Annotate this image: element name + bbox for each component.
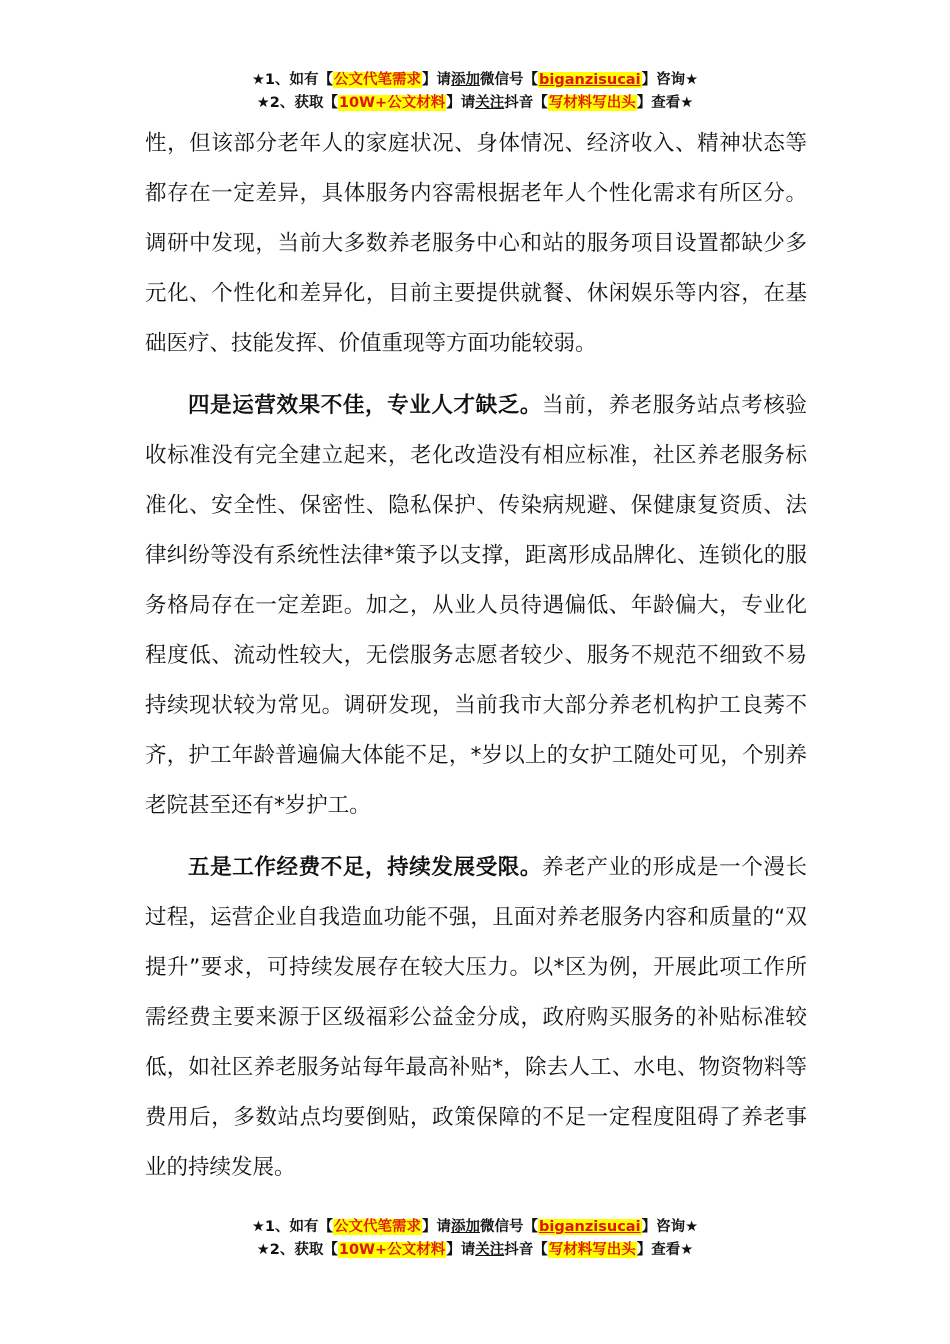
douyin-account: 写材料写出头	[548, 95, 636, 111]
banner-text: 】请	[422, 1219, 452, 1235]
banner-text: 】咨询★	[641, 1219, 699, 1235]
banner-text: ★1、如有【	[251, 72, 334, 88]
banner-line-2	[0, 1239, 950, 1262]
banner-underlined-text: 关注	[475, 95, 505, 111]
banner-text: ★2、获取【	[256, 1242, 338, 1258]
banner-line-1	[0, 1216, 950, 1239]
banner-text: ★1、如有【	[251, 1219, 334, 1235]
wechat-id: biganzisucai	[539, 1219, 641, 1235]
banner-text: 抖音【	[504, 1242, 548, 1258]
banner-text: 】请	[446, 1242, 476, 1258]
highlight-materials: 10W+公文材料	[338, 95, 446, 111]
banner-underlined-text: 添加	[451, 1219, 481, 1235]
paragraph-text: 性，但该部分老年人的家庭状况、身体情况、经济收入、精神状态等都存在一定差异，具体服务内容需根据老年人个性化需求有所区分。调研中发现，当前大多数养老服务中心和站的服务项目设置都缺少多元化、个性化和差异化，目前主要提供就餐、休闲娱乐等内容，在基础医疗、技能发挥、价值重现等方面功能较弱。	[145, 131, 807, 356]
banner-text: 】查看★	[636, 95, 694, 111]
paragraph-text: 当前，养老服务站点考核验收标准没有完全建立起来，老化改造没有相应标准，社区养老服务标准化、安全性、保密性、隐私保护、传染病规避、保健康复资质、法律纠纷等没有系统性法律*策予以支撑，距离形成品牌化、连锁化的服务格局存在一定差距。加之，从业人员待遇偏低、年龄偏大，专业化程度低、流动性较大，无偿服务志愿者较少、服务不规范不细致不易持续现状较为常见。调研发现，当前我市大部分养老机构护工良莠不齐，护工年龄普遍偏大体能不足，*岁以上的女护工随处可见，个别养老院甚至还有*岁护工。	[145, 393, 807, 818]
banner-underlined-text: 关注	[475, 1242, 505, 1258]
paragraph-text: 养老产业的形成是一个漫长过程，运营企业自我造血功能不强，且面对养老服务内容和质量的“双提升”要求，可持续发展存在较大压力。以*区为例，开展此项工作所需经费主要来源于区级福彩公益金分成，政府购买服务的补贴标准较低，如社区养老服务站每年最高补贴*，除去人工、水电、物资物料等费用后，多数站点均要倒贴，政策保障的不足一定程度阻碍了养老事业的持续发展。	[145, 855, 807, 1180]
highlight-service: 公文代笔需求	[334, 72, 422, 88]
banner-underlined-text: 添加	[451, 72, 481, 88]
banner-line-1	[0, 69, 950, 92]
paragraph-heading: 五是工作经费不足，持续发展受限。	[188, 855, 543, 880]
banner-text: 】请	[446, 95, 476, 111]
banner-line-2	[0, 92, 950, 115]
highlight-service: 公文代笔需求	[334, 1219, 422, 1235]
banner-text: 】咨询★	[641, 72, 699, 88]
wechat-id: biganzisucai	[539, 72, 641, 88]
top-banner	[0, 69, 950, 115]
paragraph-operations	[145, 381, 807, 831]
banner-text: 抖音【	[504, 95, 548, 111]
douyin-account: 写材料写出头	[548, 1242, 636, 1258]
highlight-materials: 10W+公文材料	[338, 1242, 446, 1258]
banner-text: 微信号【	[480, 1219, 539, 1235]
paragraph-continuation	[145, 119, 807, 369]
bottom-banner	[0, 1216, 950, 1262]
paragraph-heading: 四是运营效果不佳，专业人才缺乏。	[188, 393, 543, 418]
banner-text: 】请	[422, 72, 452, 88]
banner-text: 微信号【	[480, 72, 539, 88]
paragraph-funding	[145, 843, 807, 1193]
banner-text: ★2、获取【	[256, 95, 338, 111]
banner-text: 】查看★	[636, 1242, 694, 1258]
document-body	[145, 119, 807, 1193]
